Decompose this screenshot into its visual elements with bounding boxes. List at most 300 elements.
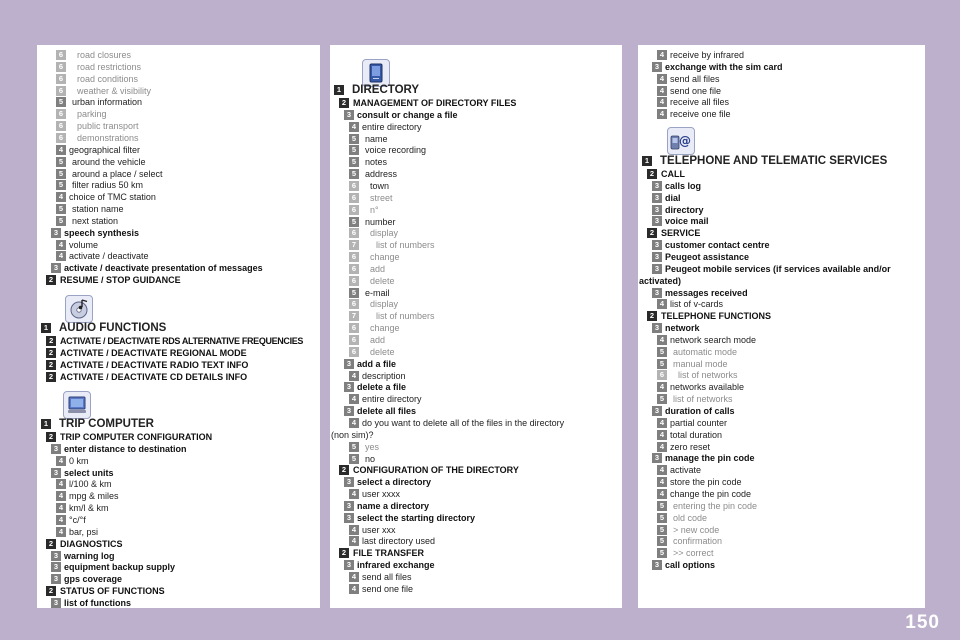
menu-entry-label: bar, psi bbox=[69, 526, 99, 537]
menu-entry-label: duration of calls bbox=[665, 406, 735, 416]
level-badge: 7 bbox=[349, 240, 359, 250]
level-badge: 1 bbox=[41, 323, 51, 333]
menu-entry bbox=[638, 500, 925, 512]
level-badge: 3 bbox=[652, 252, 662, 262]
menu-entry-label: list of networks bbox=[673, 394, 733, 405]
menu-entry-label: name a directory bbox=[357, 500, 430, 511]
menu-entry bbox=[638, 204, 925, 216]
level-badge: 4 bbox=[349, 536, 359, 546]
menu-entry bbox=[638, 73, 925, 85]
level-badge: 5 bbox=[56, 97, 66, 107]
menu-entry-label: filter radius 50 km bbox=[72, 180, 144, 191]
menu-entry-label: l/100 & km bbox=[69, 479, 112, 490]
menu-entry-label: send one file bbox=[362, 583, 414, 594]
menu-entry bbox=[638, 464, 925, 476]
menu-entry-label: send one file bbox=[670, 85, 722, 96]
level-badge: 2 bbox=[46, 336, 56, 346]
menu-entry bbox=[330, 476, 622, 488]
level-badge: 4 bbox=[657, 74, 667, 84]
section-title-label: TELEPHONE AND TELEMATIC SERVICES bbox=[660, 155, 888, 167]
menu-entry-label: around a place / select bbox=[72, 168, 163, 179]
level-badge: 5 bbox=[56, 169, 66, 179]
menu-entry bbox=[638, 215, 925, 227]
menu-entry bbox=[638, 180, 925, 192]
menu-entry bbox=[638, 227, 925, 239]
menu-entry bbox=[638, 108, 925, 120]
level-badge: 4 bbox=[657, 299, 667, 309]
menu-entry bbox=[638, 251, 925, 263]
menu-entry-label: entering the pin code bbox=[673, 500, 758, 511]
menu-entry bbox=[638, 310, 925, 322]
level-badge: 6 bbox=[349, 264, 359, 274]
menu-entry bbox=[638, 559, 925, 571]
level-badge: 2 bbox=[46, 432, 56, 442]
level-badge: 2 bbox=[46, 348, 56, 358]
menu-entry bbox=[37, 526, 320, 538]
menu-entry bbox=[37, 132, 320, 144]
level-badge: 4 bbox=[56, 145, 66, 155]
menu-entry-label: delete bbox=[370, 275, 395, 286]
menu-entry-label: send all files bbox=[670, 73, 720, 84]
menu-entry bbox=[37, 455, 320, 467]
menu-entry bbox=[37, 573, 320, 585]
menu-entry bbox=[330, 559, 622, 571]
menu-entry bbox=[37, 250, 320, 262]
level-badge: 3 bbox=[51, 444, 61, 454]
menu-entry-label: entire directory bbox=[362, 394, 422, 405]
level-badge: 6 bbox=[349, 205, 359, 215]
level-badge: 5 bbox=[349, 145, 359, 155]
music-cd-icon bbox=[65, 295, 93, 323]
menu-entry bbox=[638, 417, 925, 429]
menu-entry bbox=[330, 370, 622, 382]
level-badge: 2 bbox=[647, 311, 657, 321]
menu-entry-label: change bbox=[370, 323, 400, 334]
menu-entry bbox=[37, 61, 320, 73]
menu-entry bbox=[37, 96, 320, 108]
menu-entry bbox=[37, 274, 320, 286]
menu-entry-label: name bbox=[365, 133, 388, 144]
menu-entry-label: exchange with the sim card bbox=[665, 61, 783, 72]
menu-entry bbox=[37, 335, 320, 347]
menu-entry bbox=[638, 535, 925, 547]
menu-entry bbox=[37, 478, 320, 490]
menu-entry-label: automatic mode bbox=[673, 346, 738, 357]
menu-entry bbox=[330, 547, 622, 559]
menu-entry bbox=[330, 535, 622, 547]
menu-entry bbox=[37, 49, 320, 61]
menu-entry bbox=[638, 476, 925, 488]
level-badge: 3 bbox=[652, 216, 662, 226]
level-badge: 3 bbox=[51, 598, 61, 608]
menu-entry bbox=[37, 371, 320, 383]
menu-entry bbox=[638, 369, 925, 381]
menu-entry bbox=[37, 359, 320, 371]
menu-entry-label: list of numbers bbox=[376, 311, 435, 322]
menu-entry-label: STATUS OF FUNCTIONS bbox=[60, 586, 165, 597]
menu-entry-label: send all files bbox=[362, 572, 412, 582]
level-badge: 3 bbox=[652, 181, 662, 191]
menu-entry bbox=[638, 287, 925, 299]
menu-entry bbox=[638, 488, 925, 500]
menu-entry-label: delete a file bbox=[357, 382, 407, 393]
menu-entry-label: voice mail bbox=[665, 216, 709, 227]
menu-entry bbox=[37, 227, 320, 239]
menu-entry bbox=[330, 441, 622, 453]
level-badge: 4 bbox=[349, 489, 359, 499]
menu-entry-label: enter distance to destination bbox=[64, 443, 187, 454]
menu-entry-label: °c/°f bbox=[69, 514, 86, 525]
section-title-label: TRIP COMPUTER bbox=[59, 418, 154, 430]
level-badge: 3 bbox=[344, 501, 354, 511]
menu-entry-label: customer contact centre bbox=[665, 240, 770, 251]
level-badge: 3 bbox=[652, 323, 662, 333]
menu-entry-label: partial counter bbox=[670, 417, 728, 428]
menu-entry bbox=[37, 85, 320, 97]
menu-entry-label: list of functions bbox=[64, 597, 131, 608]
menu-entry-label: display bbox=[370, 228, 399, 239]
level-badge: 4 bbox=[56, 251, 66, 261]
level-badge: 6 bbox=[56, 109, 66, 119]
level-badge: 7 bbox=[349, 311, 359, 321]
menu-entry-label: select units bbox=[64, 467, 114, 478]
menu-entry bbox=[37, 73, 320, 85]
menu-entry bbox=[37, 467, 320, 479]
menu-entry bbox=[330, 121, 622, 133]
menu-entry-continuation: (non sim)? bbox=[331, 429, 374, 440]
menu-entry bbox=[37, 120, 320, 132]
menu-entry bbox=[37, 443, 320, 455]
menu-entry-label: SERVICE bbox=[661, 228, 701, 239]
level-badge: 5 bbox=[657, 501, 667, 511]
menu-entry-label: gps coverage bbox=[64, 574, 123, 585]
level-badge: 4 bbox=[657, 442, 667, 452]
level-badge: 6 bbox=[56, 86, 66, 96]
menu-column-3 bbox=[638, 45, 925, 608]
level-badge: 5 bbox=[56, 204, 66, 214]
menu-entry-label: geographical filter bbox=[69, 144, 141, 155]
menu-entry-label: km/l & km bbox=[69, 503, 109, 514]
menu-entry bbox=[37, 144, 320, 156]
menu-entry-label: TRIP COMPUTER CONFIGURATION bbox=[60, 432, 213, 442]
menu-entry bbox=[330, 298, 622, 310]
level-badge: 3 bbox=[652, 240, 662, 250]
level-badge: 2 bbox=[46, 539, 56, 549]
menu-entry-label: delete all files bbox=[357, 406, 417, 417]
level-badge: 6 bbox=[56, 62, 66, 72]
menu-entry bbox=[37, 179, 320, 191]
menu-entry bbox=[330, 227, 622, 239]
level-badge: 6 bbox=[349, 193, 359, 203]
menu-entry-label: Peugeot assistance bbox=[665, 251, 750, 262]
menu-entry bbox=[330, 488, 622, 500]
menu-entry bbox=[37, 168, 320, 180]
menu-entry-label: DIAGNOSTICS bbox=[60, 538, 123, 549]
menu-entry bbox=[330, 512, 622, 524]
menu-column-1 bbox=[37, 45, 320, 608]
menu-entry-label: > new code bbox=[673, 524, 720, 535]
menu-entry-label: address bbox=[365, 169, 398, 180]
level-badge: 4 bbox=[349, 525, 359, 535]
menu-entry-label: confirmation bbox=[673, 536, 723, 547]
menu-entry-label: add bbox=[370, 335, 386, 345]
menu-entry-label: add bbox=[370, 263, 386, 274]
menu-entry bbox=[638, 96, 925, 108]
level-badge: 5 bbox=[56, 157, 66, 167]
level-badge: 4 bbox=[349, 371, 359, 381]
level-badge: 3 bbox=[344, 110, 354, 120]
level-badge: 6 bbox=[349, 347, 359, 357]
level-badge: 5 bbox=[56, 180, 66, 190]
menu-entry bbox=[330, 275, 622, 287]
level-badge: 4 bbox=[349, 572, 359, 582]
trip-computer-screen-icon bbox=[63, 391, 91, 419]
level-badge: 4 bbox=[657, 335, 667, 345]
menu-entry-label: infrared exchange bbox=[357, 560, 435, 571]
menu-entry bbox=[37, 585, 320, 597]
menu-entry-label: mpg & miles bbox=[69, 491, 119, 502]
menu-entry bbox=[330, 97, 622, 109]
menu-entry bbox=[638, 512, 925, 524]
level-badge: 3 bbox=[652, 288, 662, 298]
level-badge: 3 bbox=[652, 560, 662, 570]
menu-entry-label: display bbox=[370, 299, 399, 310]
level-badge: 5 bbox=[657, 525, 667, 535]
menu-entry-label: total duration bbox=[670, 429, 723, 440]
menu-entry bbox=[330, 405, 622, 417]
section-title bbox=[330, 83, 622, 97]
level-badge: 4 bbox=[657, 418, 667, 428]
level-badge: 5 bbox=[56, 216, 66, 226]
menu-entry bbox=[638, 263, 925, 275]
menu-entry bbox=[638, 298, 925, 310]
level-badge: 4 bbox=[657, 50, 667, 60]
menu-entry bbox=[638, 85, 925, 97]
menu-entry bbox=[330, 239, 622, 251]
menu-entry-label: MANAGEMENT OF DIRECTORY FILES bbox=[353, 98, 517, 108]
level-badge: 6 bbox=[349, 252, 359, 262]
menu-entry bbox=[330, 381, 622, 393]
menu-entry bbox=[638, 61, 925, 73]
menu-entry bbox=[638, 358, 925, 370]
menu-entry-label: notes bbox=[365, 157, 388, 168]
menu-entry-label: public transport bbox=[77, 121, 139, 132]
menu-entry-label: parking bbox=[77, 109, 107, 120]
menu-entry bbox=[330, 109, 622, 121]
menu-entry-label: ACTIVATE / DEACTIVATE RDS ALTERNATIVE FREQUENCIES bbox=[60, 336, 304, 346]
menu-entry-label: dial bbox=[665, 192, 681, 203]
menu-entry-label: manage the pin code bbox=[665, 453, 755, 464]
level-badge: 4 bbox=[56, 491, 66, 501]
menu-entry-label: >> correct bbox=[673, 548, 714, 559]
menu-entry-label: change the pin code bbox=[670, 488, 752, 499]
level-badge: 4 bbox=[349, 418, 359, 428]
level-badge: 2 bbox=[46, 372, 56, 382]
level-badge: 3 bbox=[51, 263, 61, 273]
level-badge: 4 bbox=[56, 479, 66, 489]
menu-entry-label: old code bbox=[673, 512, 708, 523]
menu-entry bbox=[37, 514, 320, 526]
menu-entry bbox=[37, 490, 320, 502]
level-badge: 3 bbox=[652, 406, 662, 416]
level-badge: 5 bbox=[657, 536, 667, 546]
menu-entry-label: do you want to delete all of the files in the directory bbox=[362, 417, 565, 428]
menu-entry-label: call options bbox=[665, 560, 716, 571]
menu-entry-label: Peugeot mobile services (if services available and/or bbox=[665, 263, 891, 274]
menu-entry-label: delete bbox=[370, 346, 395, 357]
level-badge: 3 bbox=[344, 382, 354, 392]
menu-entry-label: ACTIVATE / DEACTIVATE CD DETAILS INFO bbox=[60, 371, 248, 382]
menu-entry bbox=[37, 203, 320, 215]
level-badge: 3 bbox=[652, 453, 662, 463]
menu-entry-label: activate bbox=[670, 465, 702, 476]
level-badge: 2 bbox=[647, 169, 657, 179]
page-number: 150 bbox=[905, 612, 940, 633]
level-badge: 2 bbox=[339, 98, 349, 108]
menu-entry-label: RESUME / STOP GUIDANCE bbox=[60, 275, 181, 286]
level-badge: 4 bbox=[349, 584, 359, 594]
level-badge: 4 bbox=[657, 97, 667, 107]
level-badge: 2 bbox=[647, 228, 657, 238]
level-badge: 3 bbox=[344, 406, 354, 416]
menu-entry-label: activate / deactivate bbox=[69, 251, 149, 262]
menu-entry bbox=[638, 393, 925, 405]
level-badge: 4 bbox=[657, 430, 667, 440]
menu-entry bbox=[330, 322, 622, 334]
menu-entry bbox=[330, 180, 622, 192]
svg-text:@: @ bbox=[679, 134, 691, 148]
level-badge: 4 bbox=[657, 109, 667, 119]
menu-entry bbox=[37, 431, 320, 443]
menu-entry bbox=[330, 156, 622, 168]
menu-entry bbox=[330, 216, 622, 228]
menu-entry bbox=[37, 156, 320, 168]
level-badge: 6 bbox=[349, 299, 359, 309]
menu-entry bbox=[37, 502, 320, 514]
menu-entry bbox=[330, 346, 622, 358]
level-badge: 6 bbox=[56, 50, 66, 60]
menu-entry-label: manual mode bbox=[673, 358, 728, 369]
level-badge: 4 bbox=[657, 477, 667, 487]
level-badge: 5 bbox=[349, 134, 359, 144]
menu-entry bbox=[37, 108, 320, 120]
menu-entry-label: zero reset bbox=[670, 441, 711, 452]
menu-entry-label: change bbox=[370, 252, 400, 263]
level-badge: 5 bbox=[657, 513, 667, 523]
level-badge: 6 bbox=[349, 228, 359, 238]
menu-entry-label: next station bbox=[72, 215, 119, 226]
menu-entry bbox=[37, 262, 320, 274]
level-badge: 4 bbox=[657, 465, 667, 475]
menu-entry-label: 0 km bbox=[69, 455, 89, 466]
menu-entry bbox=[638, 346, 925, 358]
menu-entry bbox=[330, 204, 622, 216]
level-badge: 2 bbox=[46, 586, 56, 596]
menu-entry-label: ACTIVATE / DEACTIVATE RADIO TEXT INFO bbox=[60, 359, 249, 370]
level-badge: 1 bbox=[334, 85, 344, 95]
menu-column-2 bbox=[330, 45, 622, 608]
menu-entry-label: CONFIGURATION OF THE DIRECTORY bbox=[353, 465, 519, 476]
level-badge: 2 bbox=[339, 548, 349, 558]
menu-entry bbox=[37, 215, 320, 227]
menu-entry-label: CALL bbox=[661, 169, 685, 179]
level-badge: 5 bbox=[349, 454, 359, 464]
menu-entry-label: calls log bbox=[665, 180, 702, 191]
level-badge: 4 bbox=[56, 192, 66, 202]
level-badge: 3 bbox=[51, 551, 61, 561]
level-badge: 1 bbox=[41, 419, 51, 429]
level-badge: 6 bbox=[349, 276, 359, 286]
level-badge: 3 bbox=[51, 574, 61, 584]
level-badge: 4 bbox=[349, 122, 359, 132]
menu-entry bbox=[330, 417, 622, 429]
menu-entry bbox=[638, 452, 925, 464]
menu-entry-label: volume bbox=[69, 239, 99, 250]
menu-entry-label: store the pin code bbox=[670, 477, 742, 488]
menu-entry-label: user xxx bbox=[362, 524, 396, 535]
menu-entry bbox=[638, 239, 925, 251]
menu-entry-label: choice of TMC station bbox=[69, 192, 156, 203]
menu-entry bbox=[638, 49, 925, 61]
menu-entry bbox=[37, 550, 320, 562]
level-badge: 5 bbox=[349, 157, 359, 167]
section-title-label: AUDIO FUNCTIONS bbox=[59, 322, 167, 334]
menu-entry-label: station name bbox=[72, 204, 124, 215]
level-badge: 5 bbox=[657, 548, 667, 558]
menu-entry bbox=[638, 441, 925, 453]
menu-entry bbox=[638, 405, 925, 417]
level-badge: 6 bbox=[349, 335, 359, 345]
level-badge: 5 bbox=[349, 169, 359, 179]
menu-entry-label: last directory used bbox=[362, 536, 436, 547]
telematics-at-icon bbox=[667, 127, 695, 155]
level-badge: 6 bbox=[349, 181, 359, 191]
menu-entry-label: TELEPHONE FUNCTIONS bbox=[661, 311, 772, 322]
menu-entry-label: town bbox=[370, 180, 390, 191]
menu-entry bbox=[37, 347, 320, 359]
menu-entry-label: number bbox=[365, 216, 396, 227]
menu-entry bbox=[37, 538, 320, 550]
menu-entry-label: around the vehicle bbox=[72, 156, 146, 167]
menu-entry-label: urban information bbox=[72, 97, 143, 108]
level-badge: 6 bbox=[56, 74, 66, 84]
menu-entry bbox=[330, 192, 622, 204]
menu-entry-label: list of v-cards bbox=[670, 299, 724, 310]
menu-entry-label: voice recording bbox=[365, 145, 427, 156]
menu-entry bbox=[330, 500, 622, 512]
level-badge: 6 bbox=[56, 121, 66, 131]
level-badge: 6 bbox=[56, 133, 66, 143]
menu-entry-label: street bbox=[370, 192, 393, 203]
menu-entry bbox=[638, 168, 925, 180]
level-badge: 3 bbox=[652, 62, 662, 72]
menu-entry bbox=[330, 358, 622, 370]
menu-entry-label: description bbox=[362, 370, 406, 381]
level-badge: 2 bbox=[339, 465, 349, 475]
menu-entry bbox=[330, 168, 622, 180]
menu-entry-label: user xxxx bbox=[362, 489, 401, 500]
level-badge: 6 bbox=[657, 370, 667, 380]
level-badge: 4 bbox=[56, 527, 66, 537]
menu-entry bbox=[330, 464, 622, 476]
menu-entry bbox=[37, 191, 320, 203]
menu-entry-label: network search mode bbox=[670, 334, 757, 345]
menu-entry-label: road closures bbox=[77, 50, 132, 60]
menu-entry bbox=[330, 571, 622, 583]
menu-entry bbox=[638, 381, 925, 393]
menu-entry bbox=[330, 393, 622, 405]
menu-entry bbox=[330, 263, 622, 275]
